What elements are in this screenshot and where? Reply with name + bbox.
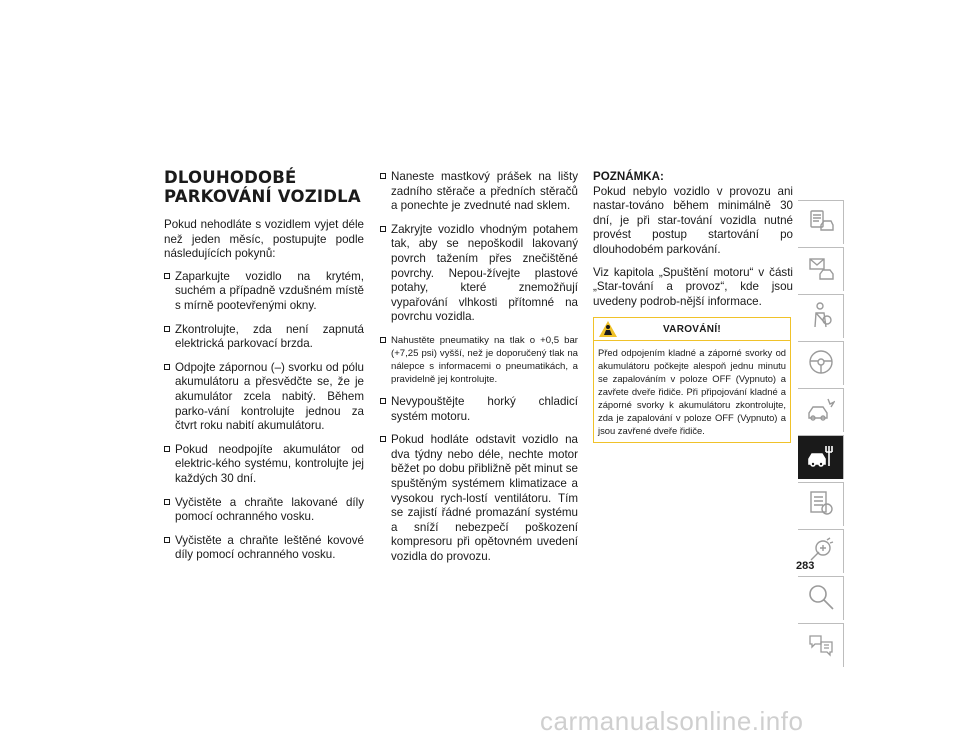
- car-service-icon: [807, 442, 835, 470]
- list-item: Vyčistěte a chraňte leštěné kovové díly pomocí ochranného vosku.: [164, 534, 364, 563]
- list-item: Zkontrolujte, zda není zapnutá elektrická parkovací brzda.: [164, 323, 364, 352]
- bullet-list-middle: [380, 170, 578, 564]
- languages-icon: [807, 630, 835, 658]
- tab-languages[interactable]: [798, 623, 844, 667]
- checkbox-bullet-icon: [380, 226, 386, 232]
- checklist-icon: [807, 489, 835, 517]
- column-middle: [380, 170, 578, 573]
- bullet-list-left: [164, 270, 364, 563]
- checkbox-bullet-icon: [380, 337, 386, 343]
- list-item: Pokud neodpojíte akumulátor od elektric-kého systému, kontrolujte jej každých 30 dní.: [164, 443, 364, 487]
- checkbox-bullet-icon: [380, 173, 386, 179]
- checkbox-bullet-icon: [164, 326, 170, 332]
- note-title: POZNÁMKA:: [593, 170, 664, 183]
- warning-header: [594, 318, 790, 341]
- title-line-2: PARKOVÁNÍ VOZIDLA: [164, 187, 361, 206]
- warning-title: VAROVÁNÍ!: [662, 324, 722, 336]
- tab-magnifier[interactable]: [798, 576, 844, 620]
- tab-car-crash[interactable]: [798, 388, 844, 432]
- list-item: Zakryjte vozidlo vhodným potahem tak, aby se nepoškodil lakovaný povrch tažením přes znečištěné povrchy. Nepou-žívejte plastové potahy, které znemožňují vypařování vlhkosti přítomné na povrchu vozidla.: [380, 223, 578, 325]
- checkbox-bullet-icon: [380, 436, 386, 442]
- list-item: Odpojte zápornou (–) svorku od pólu akumulátoru a přesvědčte se, že je akumulátor zcela nabitý. Během parko-vání kontrolujte jednou za čtvrt roku nabití akumulátoru.: [164, 361, 364, 434]
- chapter-tabs: [798, 200, 844, 670]
- checkbox-bullet-icon: [164, 273, 170, 279]
- checkbox-bullet-icon: [164, 446, 170, 452]
- tab-steering-wheel[interactable]: [798, 341, 844, 385]
- tab-car-key[interactable]: [798, 247, 844, 291]
- tab-car-info[interactable]: [798, 200, 844, 244]
- steering-wheel-icon: [807, 348, 835, 376]
- list-item: Nahustěte pneumatiky na tlak o +0,5 bar (+7,25 psi) vyšší, než je doporučený tlak na nálepce s informacemi o pneumatikách, a pravidelně jej kontrolujte.: [380, 334, 578, 386]
- intro-paragraph: Pokud nehodláte s vozidlem vyjet déle než jeden měsíc, postupujte podle následujících pokynů:: [164, 218, 364, 261]
- checkbox-bullet-icon: [164, 499, 170, 505]
- note: [593, 170, 793, 258]
- tab-car-service[interactable]: [798, 435, 844, 479]
- watermark: carmanualsonline.info: [540, 706, 804, 736]
- car-info-icon: [807, 207, 835, 235]
- page-title: [164, 168, 364, 206]
- column-right: [593, 170, 793, 443]
- page-number: 283: [796, 560, 815, 572]
- list-item: Vyčistěte a chraňte lakované díly pomocí ochranného vosku.: [164, 496, 364, 525]
- car-crash-icon: [807, 395, 835, 423]
- magnifier-icon: [807, 583, 835, 611]
- checkbox-bullet-icon: [380, 398, 386, 404]
- tab-checklist[interactable]: [798, 482, 844, 526]
- see-also-paragraph: Viz kapitola „Spuštění motoru“ v části „Star-tování a provoz“, kde jsou uvedeny podrob-nější informace.: [593, 265, 793, 308]
- seatbelt-icon: [807, 301, 835, 329]
- car-key-icon: [807, 254, 835, 282]
- column-left: [164, 168, 364, 572]
- list-item: Zaparkujte vozidlo na krytém, suchém a případně vzdušném místě s mírně pootevřenými okny.: [164, 270, 364, 314]
- tab-seatbelt[interactable]: [798, 294, 844, 338]
- title-line-1: DLOUHODOBÉ: [164, 168, 297, 187]
- list-item: Pokud hodláte odstavit vozidlo na dva týdny nebo déle, nechte motor běžet po dobu přibližně pět minut se spuštěným systémem klimatizace a vysokou rych-lostí ventilátoru. Tím se zajistí řádné promazání systému a sníží nebezpečí poškození kompresoru při opětovném uvedení vozidla do provozu.: [380, 433, 578, 564]
- list-item: Nevypouštějte horký chladicí systém motoru.: [380, 395, 578, 424]
- list-item: Naneste mastkový prášek na lišty zadního stěrače a předních stěračů a ponechte je zvednuté nad sklem.: [380, 170, 578, 214]
- checkbox-bullet-icon: [164, 364, 170, 370]
- warning-text: Před odpojením kladné a záporné svorky od akumulátoru počkejte alespoň jednu minutu se zapalováním v poloze OFF (Vypnuto) a zavřete dveře řidiče. Při připojování kladné a záporné svorky k akumulátoru zkontrolujte, zda je zapalování v poloze OFF (Vypnuto) a jsou zavřené dveře řidiče.: [598, 347, 786, 437]
- note-text: Pokud nebylo vozidlo v provozu ani nastar-továno během minimálně 30 dní, je při star-tování vozidla nutné provést postup startování po dlouhodobém parkování.: [593, 184, 793, 256]
- warning-box: [593, 317, 791, 443]
- checkbox-bullet-icon: [164, 537, 170, 543]
